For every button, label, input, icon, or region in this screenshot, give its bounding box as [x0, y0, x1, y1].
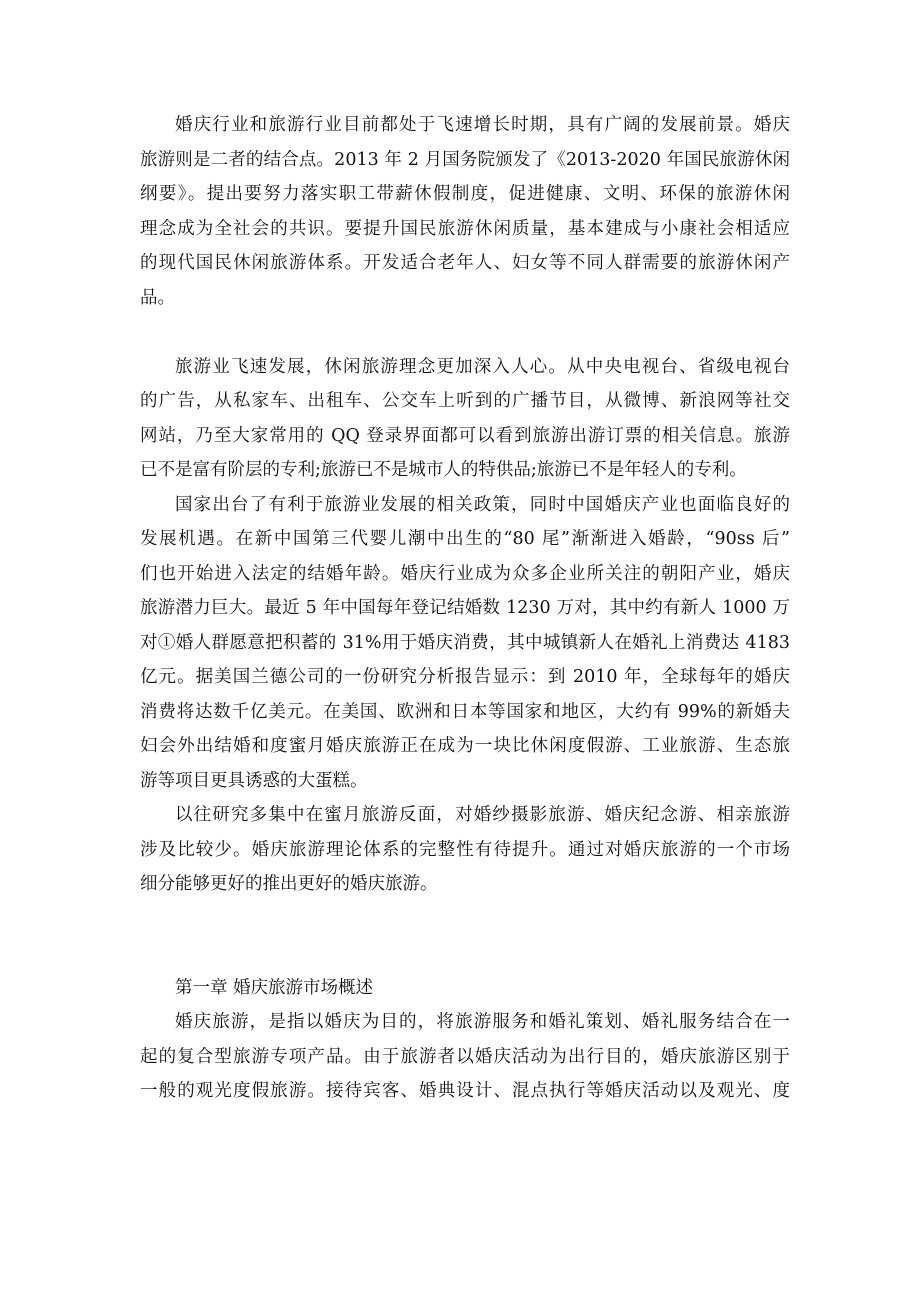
text-line: 已不是富有阶层的专利;旅游已不是城市人的特供品;旅游已不是年轻人的专利。 [140, 460, 747, 480]
text-line: 细分能够更好的推出更好的婚庆旅游。 [140, 874, 438, 894]
text-line: 婚庆行业和旅游行业目前都处于飞速增长时期，具有广阔的发展前景。婚庆 [175, 115, 790, 135]
text-line: 们也开始进入法定的结婚年龄。婚庆行业成为众多企业所关注的朝阳产业，婚庆 [140, 563, 790, 584]
text-line: 网站，乃至大家常用的 QQ 登录界面都可以看到旅游出游订票的相关信息。旅游 [140, 425, 790, 446]
document-page [140, 108, 790, 1109]
paragraph-5 [140, 1005, 790, 1109]
text-line: 的现代国民休闲旅游体系。开发适合老年人、妇女等不同人群需要的旅游休闲产 [140, 253, 790, 273]
paragraph-4 [140, 798, 790, 902]
text-line: 发展机遇。在新中国第三代婴儿潮中出生的“80 尾”渐渐进入婚龄，“90ss 后” [140, 529, 790, 549]
text-line: 旅游则是二者的结合点。2013 年 2 月国务院颁发了《2013-2020 年国民旅游休闲 [140, 149, 790, 170]
section-gap [140, 902, 790, 971]
text-line: 纲要》。提出要努力落实职工带薪休假制度，促进健康、文明、环保的旅游休闲 [140, 184, 790, 204]
paragraph-3 [140, 488, 790, 799]
text-line: 起的复合型旅游专项产品。由于旅游者以婚庆活动为出行目的，婚庆旅游区别于 [140, 1046, 790, 1067]
text-line: 的广告，从私家车、出租车、公交车上听到的广播节目，从微博、新浪网等社交 [140, 391, 790, 411]
text-line: 游等项目更具诱惑的大蛋糕。 [140, 770, 368, 791]
text-line: 一般的观光度假旅游。接待宾客、婚典设计、混点执行等婚庆活动以及观光、度 [140, 1081, 790, 1101]
text-line: 婚庆旅游，是指以婚庆为目的，将旅游服务和婚礼策划、婚礼服务结合在一 [175, 1012, 790, 1032]
text-line: 对①婚人群愿意把积蓄的 31%用于婚庆消费，其中城镇新人在婚礼上消费达 4183 [140, 632, 790, 653]
chapter-heading: 第一章 婚庆旅游市场概述 [175, 977, 374, 998]
text-line: 妇会外出结婚和度蜜月婚庆旅游正在成为一块比休闲度假游、工业旅游、生态旅 [140, 736, 790, 756]
text-line: 品。 [140, 287, 175, 308]
text-line: 旅游业飞速发展，休闲旅游理念更加深入人心。从中央电视台、省级电视台 [175, 356, 790, 377]
text-line: 以往研究多集中在蜜月旅游反面，对婚纱摄影旅游、婚庆纪念游、相亲旅游 [175, 805, 790, 825]
paragraph-1 [140, 108, 790, 315]
text-line: 旅游潜力巨大。最近 5 年中国每年登记结婚数 1230 万对，其中约有新人 1000 万 [140, 598, 790, 618]
paragraph-2 [140, 350, 790, 488]
text-line: 亿元。据美国兰德公司的一份研究分析报告显示：到 2010 年，全球每年的婚庆 [140, 667, 790, 687]
text-line: 涉及比较少。婚庆旅游理论体系的完整性有待提升。通过对婚庆旅游的一个市场 [140, 839, 790, 860]
text-line: 国家出台了有利于旅游业发展的相关政策，同时中国婚庆产业也面临良好的 [175, 494, 790, 515]
paragraph-gap [140, 315, 790, 350]
text-line: 理念成为全社会的共识。要提升国民旅游休闲质量，基本建成与小康社会相适应 [140, 218, 790, 239]
text-line: 消费将达数千亿美元。在美国、欧洲和日本等国家和地区，大约有 99%的新婚夫 [140, 701, 790, 722]
